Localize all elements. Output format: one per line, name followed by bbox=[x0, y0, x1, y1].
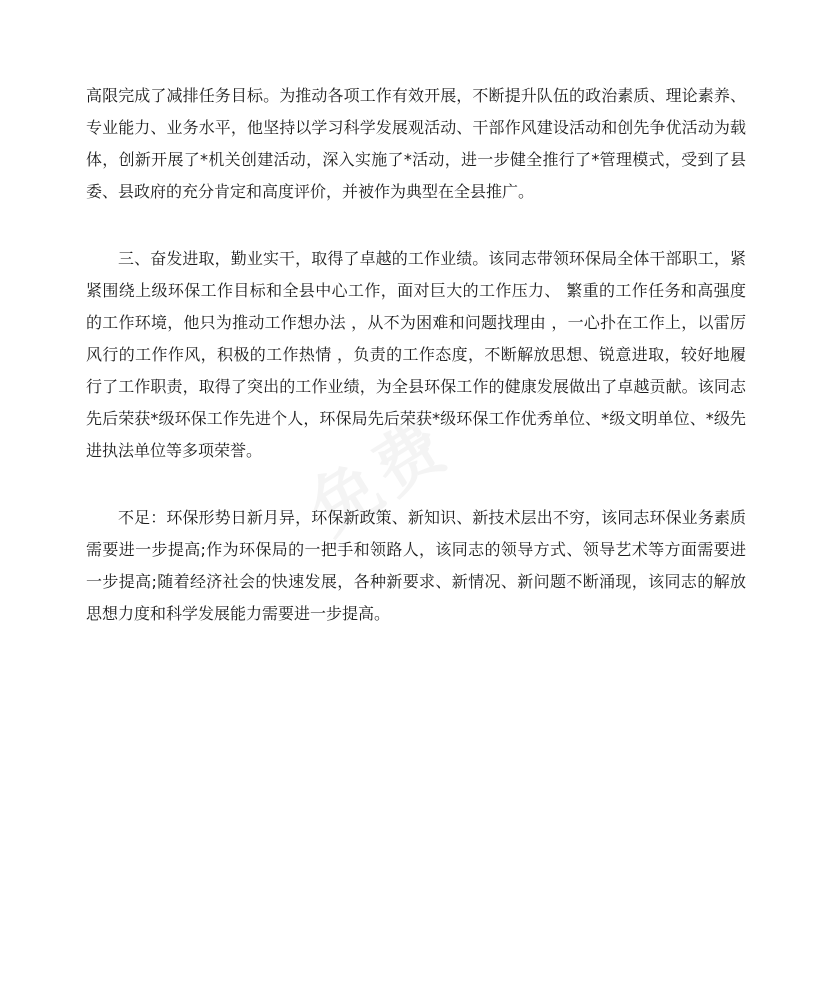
paragraph-shortcomings: 不足：环保形势日新月异，环保新政策、新知识、新技术层出不穷，该同志环保业务素质需要进一步提高;作为环保局的一把手和领路人，该同志的领导方式、领导艺术等方面需要进一步提高;随着经济社会的快速发展，各种新要求、新情况、新问题不断涌现，该同志的解放思想力度和科学发展能力需要进一步提高。 bbox=[86, 508, 746, 623]
paragraph-continuation: 高限完成了减排任务目标。为推动各项工作有效开展，不断提升队伍的政治素质、理论素养、专业能力、业务水平，他坚持以学习科学发展观活动、干部作风建设活动和创先争优活动为载体，创新开展了*机关创建活动，深入实施了*活动，进一步健全推行了*管理模式，受到了县委、县政府的充分肯定和高度评价，并被作为典型在全县推广。 bbox=[86, 86, 746, 201]
paragraph-achievements: 三、奋发进取，勤业实干，取得了卓越的工作业绩。该同志带领环保局全体干部职工，紧紧围绕上级环保工作目标和全县中心工作，面对巨大的工作压力、 繁重的工作任务和高强度的工作环境，他只为推动工作想办法 ，从不为困难和问题找理由 ，一心扑在工作上，以雷厉风行的工作作风，积极的工作热情 ，负责的工作态度，不断解放思想、锐意进取，较好地履行了工作职责，取得了突出的工作业绩，为全县环保工作的健康发展做出了卓越贡献。该同志先后荣获*级环保工作先进个人，环保局先后荣获*级环保工作优秀单位、*级文明单位、*级先进执法单位等多项荣誉。 bbox=[86, 249, 746, 460]
